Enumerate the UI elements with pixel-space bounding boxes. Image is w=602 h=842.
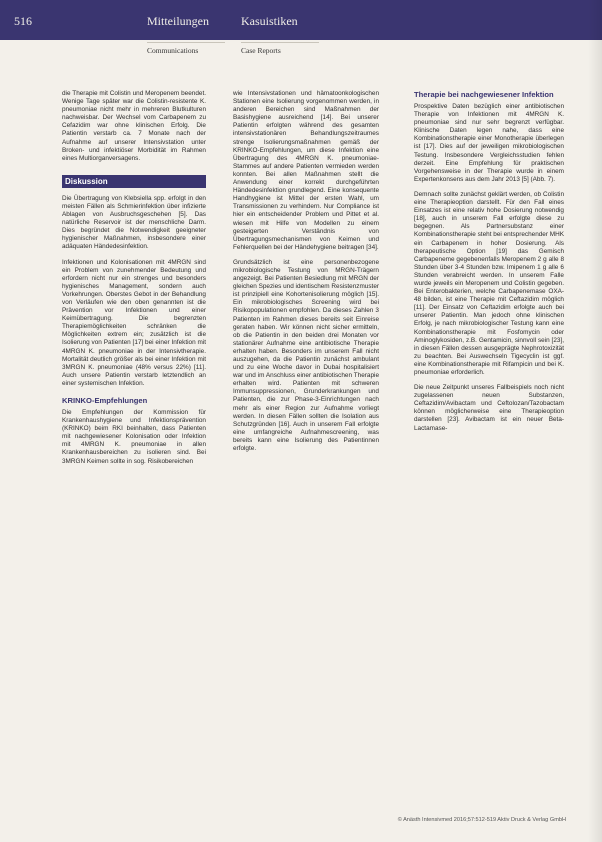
paragraph: die Therapie mit Colistin und Meropenem beendet. Wenige Tage später war die Colistin-resistente K. pneumoniae nicht mehr in mehreren Blutkulturen nachweisbar. Der Wechsel vom Carbapenem zu Cefazidim war ohne klinischen Erfolg. Die Patientin verstarb ca. 7 Monate nach der Aufnahme auf unserer Intensivstation unter Broken- und infektiöser Morbidität im Rahmen eines Multiorganversagens. xyxy=(62,90,206,162)
column-3 xyxy=(414,90,564,440)
header-rule-right xyxy=(241,42,319,43)
paragraph: Prospektive Daten bezüglich einer antibiotischen Therapie von Infektionen mit 4MRGN K. pneumoniae sind nur sehr begrenzt verfügbar. Klinische Daten legen nahe, dass eine Kombinationstherapie einer Monotherapie überlegen ist [17]. Dies auf der jeweiligen mikrobiologischen Testung. Insbesondere Vergleichsstudien fehlen derzeit. Eine Empfehlung für praktischen Vorgehensweise in der Therapie wurde in einem Expertenkonsens aus dem Jahr 2013 [5] (Abb. 7). xyxy=(414,103,564,183)
header-rule-left xyxy=(147,42,225,43)
column-1 xyxy=(62,90,206,473)
paragraph: Grundsätzlich ist eine personenbezogene mikrobiologische Testung von MRGN-Trägern angezeigt. Bei Patienten Besiedlung mit MRGN der gleichen Spezies und identischem Resistenzmuster ist prinzipiell eine Kohortenisolierung möglich [15]. Ein mikrobiologisches Screening wird bei Risikopopulationen empfohlen. Da dieses Zahlen 3 Patienten im Rahmen dieses bereits seit Einreise geraten haben. Wir können nicht sicher ermitteln, ob die Patientin in den beiden drei Monaten vor stationärer Aufnahme eine antibiotische Therapie erhalten haben. Besonders im unserem Fall nicht auszugehen, da die Patientin zunächst ambulant und zu eine Woche davor in Dubai hospitalisiert war und im Anschluss einer antibiotischen Therapie erhalten wird. Patienten mit schweren Immunsuppressionen, Grunderkrankungen und Patienten, die zur Phase-3-Einrichtungen nach mehr als einer Region zur Aufnahme vorliegt werden. In diesen Fällen sollten die Isolation aus Schutzgründen [16]. Auch in unserem Fall erfolgte eine umfangreiche Aufnahmescreening, was bereits kann eine Isolierung des Patientinnen erfolgte. xyxy=(233,258,379,453)
section-label-mitteilungen: Mitteilungen xyxy=(147,14,209,28)
paragraph: Die Übertragung von Klebsiella spp. erfolgt in den meisten Fällen als Schmierinfektion über infizierte Ablagen von Ausbruchsgeschehen [5]. Das natürliche Reservoir ist der menschliche Darm. Dies begründet die Notwendigkeit geeigneter hygienischer Maßnahmen, insbesondere einer adäquaten Händedesinfektion. xyxy=(62,194,206,251)
paragraph: Die neue Zeitpunkt unseres Fallbeispiels noch nicht zugelassenen neuen Substanzen, Ceftazidim/Avibactam und Ceftolozan/Tazobactam können möglicherweise eine Therapieoption darstellen [23]. Avibactam ist ein neuer Beta-Lactamase- xyxy=(414,384,564,432)
paragraph: Demnach sollte zunächst geklärt werden, ob Colistin eine Therapieoption darstellt. Für den Fall eines Einsatzes ist eine relativ hohe Dosierung notwendig [18], auch in unserem Fall erfolgte diese zu begegnen. Als Partnersubstanz einer Kombinationstherapie steht bei entsprechender MHK ein Carbapenem in hoher Dosierung. Als therapeutische Option [19] das Gemisch Carbapeneme gegebenenfalls Meropenem 2 g alle 8 Stunden über 3-4 Stunden bzw. Imipenem 1 g alle 6 Stunden verabreicht werden. In unserem Falle wurde jeweils ein Meropenem und Colistin gegeben. Bei Enterobakterien, welche Carbapenemase OXA-48 bilden, ist eine Therapie mit Ceftazidim möglich [11]. Der Einsatz von Ceftazidim erfolgte auch bei unserer Patientin. Man jedoch ohne klinischen Erfolg, je nach mikrobiologischer Testung kann eine Kombinationstherapie mit Fosfomycin oder Aminoglykosiden, z.B. Gentamicin, sinnvoll sein [23], in diesen Fällen dessen ausgeprägte Nephrotoxizität zu beachten. Bei Auswechseln Tigecyclin ist ggf. eine Kombinationstherapie mit Rifampicin und bei K. pneumoniae erforderlich. xyxy=(414,190,564,376)
sub-label-case-reports: Case Reports xyxy=(241,46,281,55)
page-number: 516 xyxy=(14,14,32,28)
paragraph: wie Intensivstationen und hämatoonkologischen Stationen eine Isolierung vorgenommen werden, in anderen Bereichen sind Maßnahmen der Basishygiene ausreichend [14]. Bei unserer Patientin erfolgten während des gesamten intensivstationären Behandlungszeitraumes strenge Isolierungsmaßnahmen gemäß der KRINKO-Empfehlungen, um diese Infektion eine Übertragung des 4MRGN K. pneumoniae-Stammes auf andere Patienten vermieden werden konnten. Bei allen Maßnahmen stellt die Anwendung einer korrekt durchgeführten Händedesinfektion grundlegend. Eine konsequente Handhygiene ist Mittel der ersten Wahl, um Transmissionen zu verhindern. Nur Compliance ist hier ein entscheidender Problem und Pittet et al. wiesen mit Hilfe von Modellen zu einem gesteigerten Verständnis von Übertragungsmechanismen von Keimen und Fehlerquellen bei der Händehygiene beitragen [34]. xyxy=(233,90,379,251)
column-2 xyxy=(233,90,379,460)
page-edge-shade xyxy=(588,0,602,842)
paragraph: Die Empfehlungen der Kommission für Krankenhaushygiene und Infektionsprävention (KRINKO) beim RKI beinhalten, dass Patienten mit nachgewiesener Kolonisation oder Infektion mit 4MRGN K. pneumoniae in allen Krankenhausbereichen zu isolieren sind. Bei 3MRGN Keimen sollte in sog. Risikobereichen xyxy=(62,409,206,465)
paragraph: Infektionen und Kolonisationen mit 4MRGN sind ein Problem von zunehmender Bedeutung und erfordern nicht nur ein strenges und besonders hygienisches Management, sondern auch Vorkehrungen. Oberstes Gebot in der Behandlung von Verläufen wie den oben genannten ist die Prävention vor Infektionen und einer Keimübertragung. Die begrenzten Therapiemöglichkeiten schränken die Möglichkeiten extrem ein; zusätzlich ist die Isolierung von Patienten [17] bei einer Infektion mit 4MRGN K. pneumoniae in der Intensivtherapie. Mortalität deutlich größer als bei einer Infektion mit 3MRGN K. pneumoniae (48% versus 22%) [11]. Auch unsere Patientin verstarb letztendlich an einer systemischen Infektion. xyxy=(62,258,206,387)
section-heading-therapie: Therapie bei nachgewiesener Infektion xyxy=(414,90,554,99)
sub-label-communications: Communications xyxy=(147,46,199,55)
footer-copyright: © Anästh Intensivmed 2016;57:512-519 Aktiv Druck & Verlag GmbH xyxy=(397,817,566,823)
section-label-kasuistiken: Kasuistiken xyxy=(241,14,298,28)
section-heading-krinko: KRINKO-Empfehlungen xyxy=(62,396,148,405)
header-band xyxy=(0,0,602,40)
section-heading-diskussion: Diskussion xyxy=(62,175,206,188)
